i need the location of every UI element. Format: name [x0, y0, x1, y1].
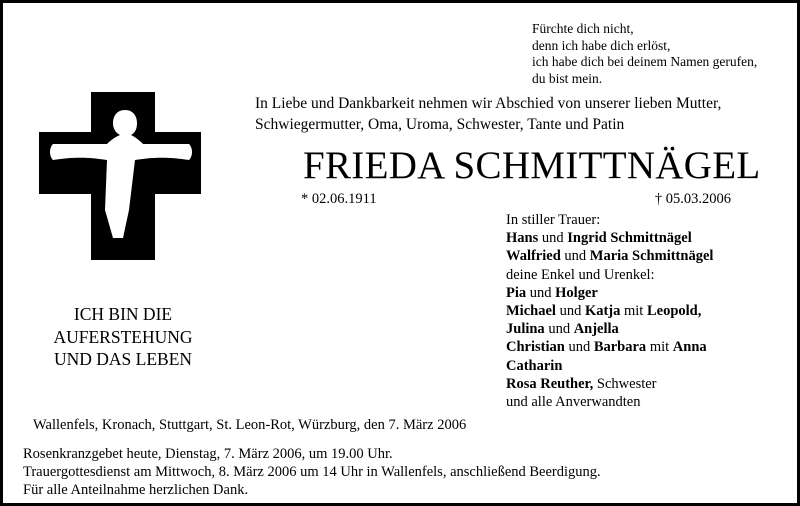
mourners-heading: In stiller Trauer: [506, 212, 601, 228]
mourners-list [506, 211, 713, 411]
service-line: Trauergottesdienst am Mittwoch, 8. März 2006 um 14 Uhr in Wallenfels, anschließend Beerdigung. [23, 464, 601, 480]
death-date: † 05.03.2006 [654, 191, 731, 207]
mourner-line: und alle Anverwandten [506, 394, 641, 411]
birth-date: * 02.06.1911 [301, 191, 377, 207]
mourner-line [506, 338, 713, 356]
service-line: Rosenkranzgebet heute, Dienstag, 7. März 2006, um 19.00 Uhr. [23, 446, 393, 462]
mourner-line [506, 302, 713, 320]
mourner-name: Ingrid Schmittnägel [567, 230, 692, 247]
verse-line: Fürchte dich nicht, [532, 21, 634, 36]
mourner-line [506, 229, 713, 247]
mourner-line [506, 357, 713, 375]
service-line: Für alle Anteilnahme herzlichen Dank. [23, 482, 249, 498]
motto-line: ICH BIN DIE [73, 304, 173, 324]
mourner-connector: und [526, 284, 556, 301]
mourner-connector: und [555, 303, 585, 320]
mourner-name: Barbara [593, 339, 647, 356]
mourner-name: Walfried [506, 248, 561, 265]
mourner-line: deine Enkel und Urenkel: [506, 266, 655, 283]
mourner-line [506, 247, 713, 265]
mourner-name: Katja [584, 303, 621, 320]
mourner-name: Hans [506, 230, 539, 247]
mourner-connector: und [560, 248, 590, 265]
mourner-name: Pia [506, 284, 527, 301]
mourner-name: Christian [506, 339, 565, 356]
mourner-connector: mit [620, 303, 647, 320]
mourner-name: Michael [506, 303, 556, 320]
intro-line: Schwiegermutter, Oma, Uroma, Schwester, Tante und Patin [255, 116, 625, 133]
mourner-name: Catharin [506, 357, 563, 374]
cross-with-figure-icon [39, 92, 201, 260]
motto-line: UND DAS LEBEN [53, 349, 193, 369]
mourner-name: Leopold, [646, 303, 702, 320]
motto [33, 303, 213, 371]
motto-line: AUFERSTEHUNG [53, 326, 193, 347]
verse-line: ich habe dich bei deinem Namen gerufen, [532, 54, 758, 69]
mourner-name: Rosa Reuther, [506, 375, 594, 392]
places-and-date: Wallenfels, Kronach, Stuttgart, St. Leon-Rot, Würzburg, den 7. März 2006 [33, 417, 467, 433]
intro-text [255, 93, 721, 135]
mourner-name: Anna [672, 339, 707, 356]
mourner-name: Anjella [573, 321, 619, 338]
deceased-name: FRIEDA SCHMITTNÄGEL [303, 144, 761, 187]
bible-verse [532, 21, 757, 87]
mourner-line [506, 375, 713, 393]
mourner-name: Maria Schmittnägel [589, 248, 714, 265]
mourner-connector: und [564, 339, 594, 356]
mourner-connector: mit [646, 339, 673, 356]
verse-line: du bist mein. [532, 70, 603, 86]
mourner-connector: und [538, 230, 568, 247]
service-info [23, 445, 601, 499]
intro-line: In Liebe und Dankbarkeit nehmen wir Abschied von unserer lieben Mutter, [255, 95, 722, 112]
mourner-line [506, 320, 713, 338]
mourner-line [506, 284, 713, 302]
verse-line: denn ich habe dich erlöst, [532, 37, 671, 53]
mourner-connector: und [544, 321, 574, 338]
mourner-name: Julina [506, 321, 545, 338]
mourner-connector: Schwester [593, 375, 657, 392]
mourner-name: Holger [555, 284, 598, 301]
